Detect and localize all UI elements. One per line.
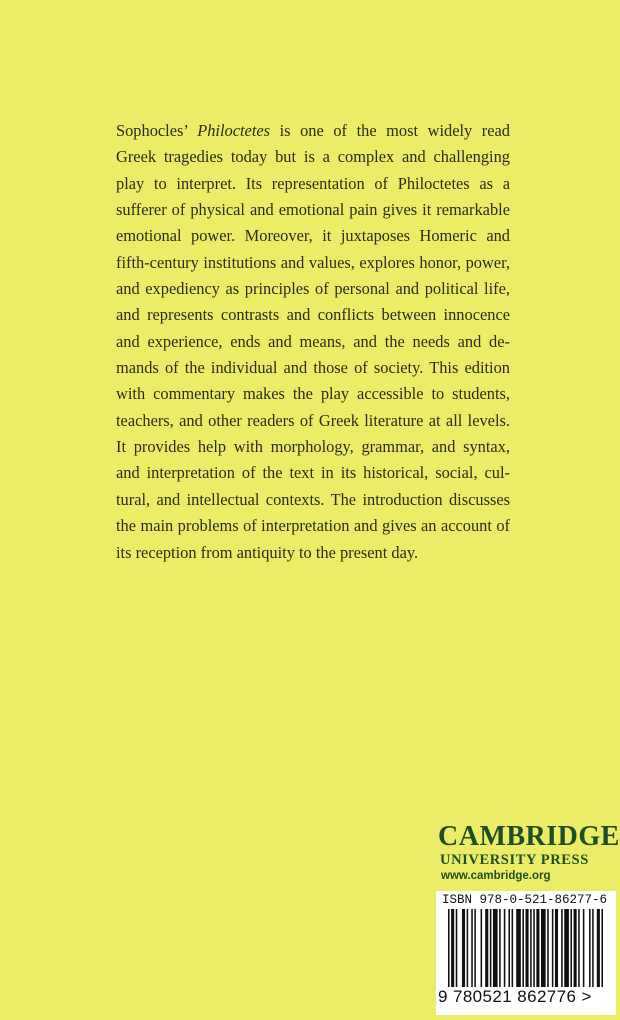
barcode-bar	[555, 909, 558, 987]
barcode-bar	[474, 909, 476, 987]
barcode-bar	[499, 909, 501, 987]
barcode-bar	[490, 909, 492, 987]
barcode-bar	[570, 909, 572, 987]
publisher-website: www.cambridge.org	[441, 870, 551, 882]
publisher-name: CAMBRIDGE	[438, 821, 620, 852]
barcode-bar	[597, 909, 600, 987]
barcode-bar	[601, 909, 603, 987]
barcode-bar	[448, 909, 450, 987]
barcode-bar	[526, 909, 529, 987]
blurb-body: is one of the most widely read Greek tragedies today but is a complex and challenging play to interpret. Its representation of Philoctetes as a sufferer of physical and emotional pain gives it remarkable emotional power. Moreover, it juxtaposes Homeric and fifth-century institutions and values, explores honor, power, and expediency as principles of personal and political life, and represents contrasts and conflicts between innocence and experience, ends and means, and the needs and demands of the individual and those of society. This edition with commentary makes the play accessible to students, teachers, and other readers of Greek literature at all levels. It provides help with morphology, grammar, and syntax, and interpretation of the text in its historical, social, cultural, and intellectual contexts. The introduction discusses the main problems of interpretation and gives an account of its reception from antiquity to the present day.	[116, 121, 511, 562]
barcode-bar	[536, 909, 539, 987]
barcode-bar	[451, 909, 454, 987]
barcode-bar	[564, 909, 569, 987]
publisher-subtitle: UNIVERSITY PRESS	[440, 852, 589, 868]
barcode-bar	[547, 909, 549, 987]
barcode-bar	[471, 909, 473, 987]
barcode-digits: 9 780521 862776 >	[438, 987, 592, 1006]
barcode-bar	[504, 909, 506, 987]
barcode-bar	[583, 909, 585, 987]
blurb-lead: Sophocles’	[116, 121, 198, 140]
publisher-logo	[438, 822, 618, 884]
barcode-bar	[552, 909, 554, 987]
barcode-bar	[574, 909, 577, 987]
barcode-bar	[522, 909, 524, 987]
barcode-bar	[561, 909, 563, 987]
barcode-bar	[462, 909, 465, 987]
barcode-bar	[467, 909, 469, 987]
barcode-bar	[485, 909, 488, 987]
isbn-barcode	[436, 891, 616, 1015]
back-cover-blurb	[116, 118, 510, 566]
barcode-bar	[592, 909, 594, 987]
barcode-bar	[533, 909, 535, 987]
barcode-bar	[456, 909, 458, 987]
barcode-bar	[508, 909, 510, 987]
barcode-bar	[578, 909, 580, 987]
play-title: Philoctetes	[197, 121, 271, 140]
isbn-label: ISBN 978-0-521-86277-6	[442, 893, 608, 907]
barcode-bar	[589, 909, 591, 987]
barcode-bar	[493, 909, 498, 987]
barcode-bar	[481, 909, 483, 987]
barcode-bar	[530, 909, 532, 987]
barcode-bar	[512, 909, 514, 987]
barcode-bar	[516, 909, 521, 987]
barcode-bar	[541, 909, 546, 987]
barcode-bars	[436, 909, 616, 989]
